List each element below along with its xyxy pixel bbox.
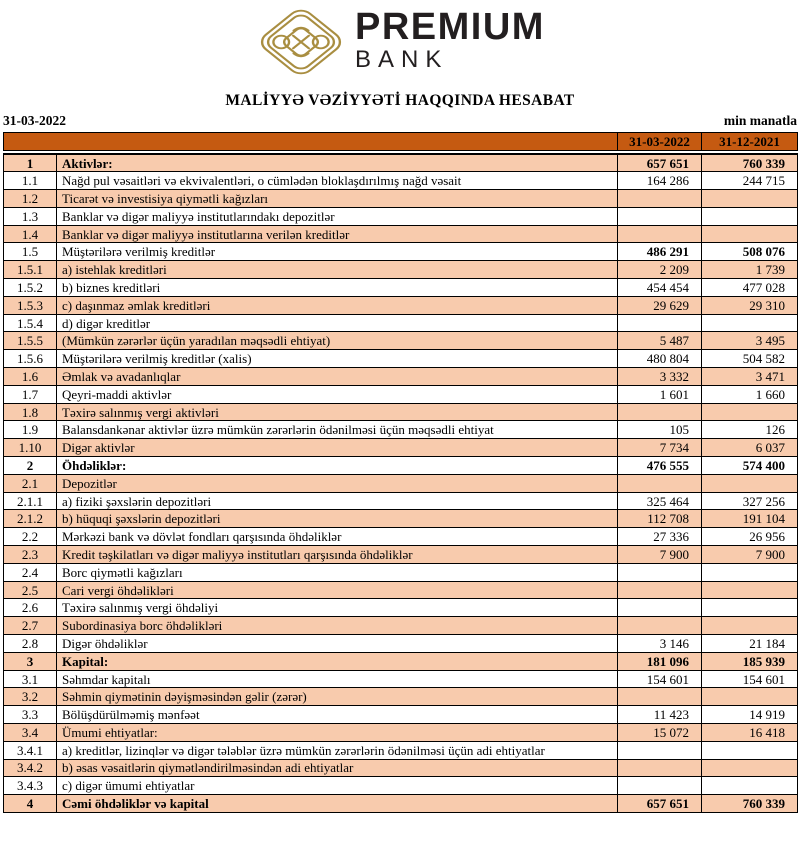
table-row [4, 314, 798, 332]
balance-table-header [3, 132, 798, 151]
row-value-current-cell [618, 474, 702, 492]
meta-row [0, 113, 800, 129]
row-value-prior-cell [702, 777, 798, 795]
row-label-cell: b) biznes kreditləri [57, 279, 618, 297]
row-value-prior-cell [702, 759, 798, 777]
table-row [4, 332, 798, 350]
table-row [4, 403, 798, 421]
row-label-cell: Mərkəzi bank və dövlət fondları qarşısında öhdəliklər [57, 528, 618, 546]
row-value-current-cell [618, 759, 702, 777]
row-number-cell: 1.5.1 [4, 261, 57, 279]
row-number-cell: 1.1 [4, 172, 57, 190]
row-value-prior-cell: 29 310 [702, 296, 798, 314]
row-number-cell: 4 [4, 795, 57, 813]
row-number-cell: 2.4 [4, 563, 57, 581]
row-value-prior-cell: 16 418 [702, 724, 798, 742]
row-value-prior-cell [702, 207, 798, 225]
row-number-cell: 1.5.4 [4, 314, 57, 332]
row-label-cell: Cəmi öhdəliklər və kapital [57, 795, 618, 813]
report-date: 31-03-2022 [3, 113, 66, 128]
row-label-cell: Banklar və digər maliyyə institutlarına verilən kreditlər [57, 225, 618, 243]
table-row [4, 670, 798, 688]
balance-table-body [4, 154, 798, 812]
row-value-current-cell: 7 734 [618, 439, 702, 457]
row-value-prior-cell: 154 601 [702, 670, 798, 688]
table-row [4, 563, 798, 581]
row-value-current-cell: 7 900 [618, 546, 702, 564]
row-number-cell: 2.7 [4, 617, 57, 635]
table-row [4, 421, 798, 439]
table-row [4, 546, 798, 564]
row-label-cell: Cari vergi öhdəlikləri [57, 581, 618, 599]
row-value-current-cell: 2 209 [618, 261, 702, 279]
row-value-current-cell: 105 [618, 421, 702, 439]
row-value-prior-cell [702, 225, 798, 243]
row-number-cell: 1.4 [4, 225, 57, 243]
row-value-prior-cell: 6 037 [702, 439, 798, 457]
row-number-cell: 2.8 [4, 635, 57, 653]
row-value-current-cell: 181 096 [618, 652, 702, 670]
table-row [4, 652, 798, 670]
row-value-current-cell [618, 777, 702, 795]
row-value-prior-cell [702, 741, 798, 759]
row-value-prior-cell: 185 939 [702, 652, 798, 670]
row-value-current-cell: 164 286 [618, 172, 702, 190]
row-value-prior-cell: 126 [702, 421, 798, 439]
row-number-cell: 2.1.2 [4, 510, 57, 528]
row-number-cell: 1.5 [4, 243, 57, 261]
row-value-current-cell [618, 599, 702, 617]
row-value-prior-cell: 244 715 [702, 172, 798, 190]
row-number-cell: 1.5.6 [4, 350, 57, 368]
row-value-current-cell: 29 629 [618, 296, 702, 314]
row-label-cell: a) fiziki şəxslərin depozitləri [57, 492, 618, 510]
page-title: MALİYYƏ VƏZİYYƏTİ HAQQINDA HESABAT [225, 92, 575, 109]
unit-label: min manatla [723, 113, 797, 128]
row-value-prior-cell: 1 660 [702, 385, 798, 403]
row-label-cell: Səhmin qiymətinin dəyişməsindən gəlir (zərər) [57, 688, 618, 706]
row-value-current-cell: 325 464 [618, 492, 702, 510]
row-label-cell: Müştərilərə verilmiş kreditlər [57, 243, 618, 261]
table-header-row [4, 133, 798, 151]
row-number-cell: 1.9 [4, 421, 57, 439]
row-number-cell: 3.1 [4, 670, 57, 688]
row-label-cell: Kapital: [57, 652, 618, 670]
table-row [4, 510, 798, 528]
row-label-cell: Ümumi ehtiyatlar: [57, 724, 618, 742]
row-value-prior-cell [702, 617, 798, 635]
row-label-cell: c) daşınmaz əmlak kreditləri [57, 296, 618, 314]
row-value-prior-cell [702, 190, 798, 208]
row-label-cell: Digər aktivlər [57, 439, 618, 457]
table-row [4, 368, 798, 386]
row-value-prior-cell: 574 400 [702, 457, 798, 475]
row-value-current-cell: 480 804 [618, 350, 702, 368]
row-value-prior-cell: 1 739 [702, 261, 798, 279]
row-label-cell: Bölüşdürülməmiş mənfəət [57, 706, 618, 724]
row-value-prior-cell: 21 184 [702, 635, 798, 653]
row-value-current-cell [618, 207, 702, 225]
row-value-prior-cell [702, 563, 798, 581]
table-row [4, 492, 798, 510]
row-value-current-cell: 657 651 [618, 795, 702, 813]
table-row [4, 190, 798, 208]
brand-header [0, 0, 800, 90]
row-number-cell: 2.1.1 [4, 492, 57, 510]
row-value-current-cell [618, 581, 702, 599]
row-value-current-cell: 3 146 [618, 635, 702, 653]
table-row [4, 581, 798, 599]
row-number-cell: 1.7 [4, 385, 57, 403]
table-row [4, 706, 798, 724]
row-value-prior-cell: 14 919 [702, 706, 798, 724]
row-value-prior-cell: 504 582 [702, 350, 798, 368]
row-value-current-cell: 27 336 [618, 528, 702, 546]
table-row [4, 759, 798, 777]
row-number-cell: 2.3 [4, 546, 57, 564]
row-label-cell: d) digər kreditlər [57, 314, 618, 332]
row-value-current-cell [618, 741, 702, 759]
header-col-prior-period: 31-12-2021 [702, 133, 798, 151]
header-col-current-period: 31-03-2022 [618, 133, 702, 151]
row-value-current-cell [618, 190, 702, 208]
table-row [4, 172, 798, 190]
table-row [4, 741, 798, 759]
row-number-cell: 2.2 [4, 528, 57, 546]
table-row [4, 474, 798, 492]
row-value-current-cell [618, 617, 702, 635]
brand-subtitle: BANK [355, 46, 449, 73]
row-value-current-cell [618, 225, 702, 243]
table-row [4, 243, 798, 261]
row-value-current-cell: 11 423 [618, 706, 702, 724]
row-value-prior-cell [702, 688, 798, 706]
row-label-cell: Ticarət və investisiya qiymətli kağızları [57, 190, 618, 208]
table-row [4, 439, 798, 457]
row-value-current-cell [618, 403, 702, 421]
row-number-cell: 3 [4, 652, 57, 670]
row-label-cell: Subordinasiya borc öhdəlikləri [57, 617, 618, 635]
row-value-prior-cell: 760 339 [702, 154, 798, 172]
row-label-cell: b) hüquqi şəxslərin depozitləri [57, 510, 618, 528]
row-label-cell: Digər öhdəliklər [57, 635, 618, 653]
row-number-cell: 1.5.2 [4, 279, 57, 297]
row-label-cell: Kredit təşkilatları və digər maliyyə institutları qarşısında öhdəliklər [57, 546, 618, 564]
row-value-prior-cell: 3 471 [702, 368, 798, 386]
row-value-current-cell: 454 454 [618, 279, 702, 297]
row-number-cell: 1.10 [4, 439, 57, 457]
header-empty-cell [4, 133, 618, 151]
table-row [4, 350, 798, 368]
row-label-cell: Borc qiymətli kağızları [57, 563, 618, 581]
row-value-current-cell [618, 314, 702, 332]
row-value-prior-cell [702, 581, 798, 599]
row-value-prior-cell: 477 028 [702, 279, 798, 297]
table-row [4, 528, 798, 546]
table-row [4, 207, 798, 225]
table-row [4, 296, 798, 314]
row-label-cell: c) digər ümumi ehtiyatlar [57, 777, 618, 795]
row-value-prior-cell: 7 900 [702, 546, 798, 564]
table-row [4, 385, 798, 403]
row-label-cell: Təxirə salınmış vergi aktivləri [57, 403, 618, 421]
row-value-current-cell: 5 487 [618, 332, 702, 350]
row-value-prior-cell: 191 104 [702, 510, 798, 528]
row-label-cell: Aktivlər: [57, 154, 618, 172]
row-label-cell: Depozitlər [57, 474, 618, 492]
row-value-current-cell: 3 332 [618, 368, 702, 386]
row-label-cell: Əmlak və avadanlıqlar [57, 368, 618, 386]
row-label-cell: b) əsas vəsaitlərin qiymətləndirilməsindən adi ehtiyatlar [57, 759, 618, 777]
table-row [4, 225, 798, 243]
table-row [4, 724, 798, 742]
table-row [4, 795, 798, 813]
table-row [4, 635, 798, 653]
row-number-cell: 2.1 [4, 474, 57, 492]
row-value-current-cell: 15 072 [618, 724, 702, 742]
row-number-cell: 3.2 [4, 688, 57, 706]
row-number-cell: 2 [4, 457, 57, 475]
row-value-current-cell: 486 291 [618, 243, 702, 261]
row-label-cell: Müştərilərə verilmiş kreditlər (xalis) [57, 350, 618, 368]
table-row [4, 617, 798, 635]
brand-name: PREMIUM [355, 6, 545, 48]
row-number-cell: 3.3 [4, 706, 57, 724]
row-number-cell: 1.5.5 [4, 332, 57, 350]
row-label-cell: Nağd pul vəsaitləri və ekvivalentləri, o cümlədən bloklaşdırılmış nağd vəsait [57, 172, 618, 190]
row-label-cell: Öhdəliklər: [57, 457, 618, 475]
row-value-prior-cell: 26 956 [702, 528, 798, 546]
table-row [4, 154, 798, 172]
row-value-current-cell: 1 601 [618, 385, 702, 403]
row-value-prior-cell: 3 495 [702, 332, 798, 350]
row-label-cell: Səhmdar kapitalı [57, 670, 618, 688]
row-value-current-cell: 112 708 [618, 510, 702, 528]
row-value-prior-cell [702, 474, 798, 492]
table-row [4, 279, 798, 297]
row-value-current-cell [618, 563, 702, 581]
table-row [4, 457, 798, 475]
row-value-current-cell [618, 688, 702, 706]
row-number-cell: 3.4.1 [4, 741, 57, 759]
balance-sheet [3, 132, 797, 813]
row-value-current-cell: 657 651 [618, 154, 702, 172]
row-value-prior-cell: 327 256 [702, 492, 798, 510]
table-row [4, 599, 798, 617]
row-value-prior-cell [702, 599, 798, 617]
row-value-prior-cell: 760 339 [702, 795, 798, 813]
row-value-current-cell: 154 601 [618, 670, 702, 688]
row-label-cell: a) istehlak kreditləri [57, 261, 618, 279]
row-number-cell: 3.4 [4, 724, 57, 742]
row-number-cell: 3.4.2 [4, 759, 57, 777]
row-number-cell: 1.5.3 [4, 296, 57, 314]
row-value-current-cell: 476 555 [618, 457, 702, 475]
balance-table [3, 153, 798, 813]
row-label-cell: Təxirə salınmış vergi öhdəliyi [57, 599, 618, 617]
row-value-prior-cell [702, 314, 798, 332]
row-number-cell: 1.2 [4, 190, 57, 208]
row-label-cell: a) kreditlər, lizinqlər və digər tələblər üzrə mümkün zərərlərin ödənilməsi üçün adi ehtiyatlar [57, 741, 618, 759]
row-label-cell: Qeyri-maddi aktivlər [57, 385, 618, 403]
table-row [4, 688, 798, 706]
row-number-cell: 1.8 [4, 403, 57, 421]
row-value-prior-cell: 508 076 [702, 243, 798, 261]
row-number-cell: 1.3 [4, 207, 57, 225]
premium-bank-logo-icon [255, 5, 347, 79]
row-label-cell: Banklar və digər maliyyə institutlarındakı depozitlər [57, 207, 618, 225]
row-label-cell: Balansdankənar aktivlər üzrə mümkün zərərlərin ödənilməsi üçün məqsədli ehtiyat [57, 421, 618, 439]
table-row [4, 777, 798, 795]
row-number-cell: 3.4.3 [4, 777, 57, 795]
brand-text [355, 5, 545, 72]
row-number-cell: 1.6 [4, 368, 57, 386]
row-value-prior-cell [702, 403, 798, 421]
row-number-cell: 1 [4, 154, 57, 172]
row-number-cell: 2.6 [4, 599, 57, 617]
row-number-cell: 2.5 [4, 581, 57, 599]
table-row [4, 261, 798, 279]
row-label-cell: (Mümkün zərərlər üçün yaradılan məqsədli ehtiyat) [57, 332, 618, 350]
